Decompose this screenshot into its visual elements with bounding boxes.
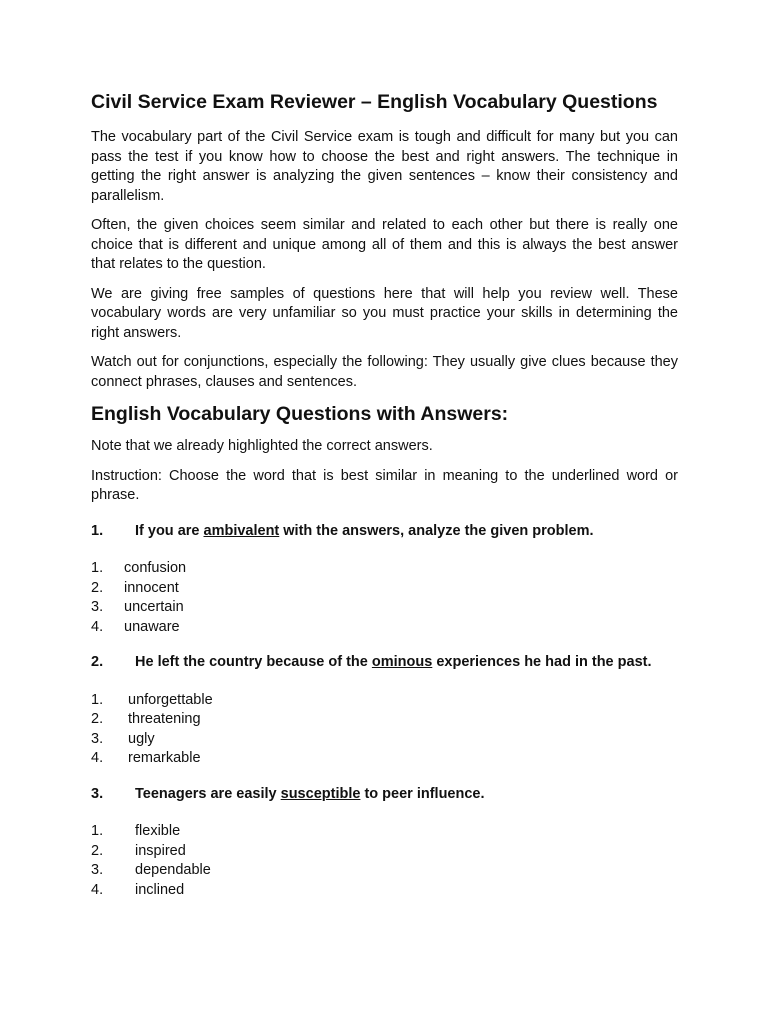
question-text (135, 522, 594, 542)
choice-text: threatening (128, 711, 201, 727)
choice-item (91, 881, 678, 901)
choice-item (91, 822, 678, 842)
choice-item (91, 842, 678, 862)
choice-number: 1. (91, 691, 104, 708)
choice-number: 4. (91, 750, 104, 766)
choice-number: 3. (91, 730, 104, 747)
page-title: Civil Service Exam Reviewer – English Vocabulary Questions (91, 91, 658, 113)
intro-paragraph-4: Watch out for conjunctions, especially the following: They usually give clues because they connect phrases, clauses and sentences. (91, 354, 678, 390)
choice-number: 1. (91, 823, 104, 839)
question-text (135, 653, 652, 673)
choice-number: 4. (91, 881, 104, 898)
choice-item (91, 618, 678, 638)
instruction-text: Instruction: Choose the word that is best similar in meaning to the underlined word or phrase. (91, 467, 678, 503)
choice-number: 3. (91, 599, 104, 615)
choice-text: dependable (135, 862, 211, 878)
choice-text: inspired (135, 842, 186, 859)
choice-text: flexible (135, 823, 181, 839)
choice-item (91, 749, 678, 769)
section-heading: English Vocabulary Questions with Answers: (91, 403, 509, 425)
choice-number: 2. (91, 579, 104, 596)
question-text-before: If you are (135, 522, 204, 539)
choice-number: 1. (91, 560, 104, 576)
choice-item (91, 579, 678, 599)
choice-number: 2. (91, 842, 104, 859)
question-1 (91, 522, 678, 542)
choice-item (91, 730, 678, 750)
document-page (91, 91, 678, 900)
intro-paragraph-2: Often, the given choices seem similar and related to each other but there is really one choice that is different and unique among all of them and this is always the best answer that relates to the question. (91, 217, 678, 272)
question-number: 2. (91, 654, 104, 670)
question-3 (91, 785, 678, 805)
choice-text: ugly (128, 730, 155, 747)
choice-text: confusion (124, 560, 187, 576)
choice-item (91, 861, 678, 881)
choice-list-3 (91, 822, 678, 900)
choice-text: innocent (124, 579, 179, 596)
choice-number: 2. (91, 711, 104, 727)
question-text-after: with the answers, analyze the given problem. (279, 522, 594, 539)
underlined-word: ambivalent (203, 522, 280, 539)
underlined-word: susceptible (280, 785, 361, 802)
choice-text: inclined (135, 881, 185, 898)
question-2 (91, 653, 678, 673)
choice-list-1 (91, 559, 678, 637)
intro-paragraph-3: We are giving free samples of questions here that will help you review well. These vocabulary words are very unfamiliar so you must practice your skills in determining the right answers. (91, 285, 678, 341)
choice-list-2 (91, 691, 678, 769)
choice-item (91, 598, 678, 618)
question-text-before: He left the country because of the (135, 654, 372, 670)
choice-text: remarkable (128, 750, 201, 766)
question-text-before: Teenagers are easily (135, 785, 281, 802)
note-text: Note that we already highlighted the correct answers. (91, 438, 433, 454)
choice-text: uncertain (124, 599, 184, 615)
question-number: 3. (91, 785, 104, 802)
choice-number: 3. (91, 862, 104, 878)
question-number: 1. (91, 522, 104, 539)
choice-number: 4. (91, 618, 104, 635)
choice-item (91, 559, 678, 579)
question-text (135, 785, 485, 805)
choice-text: unforgettable (128, 691, 213, 708)
underlined-word: ominous (371, 654, 433, 670)
choice-item (91, 710, 678, 730)
question-text-after: to peer influence. (360, 785, 485, 802)
intro-paragraph-1: The vocabulary part of the Civil Service exam is tough and difficult for many but you can pass the test if you know how to choose the best and right answers. The technique in getting the right answer is analyzing the given sentences – know their consistency and parallelism. (91, 129, 678, 204)
question-text-after: experiences he had in the past. (432, 654, 652, 670)
choice-item (91, 691, 678, 711)
choice-text: unaware (124, 618, 180, 635)
